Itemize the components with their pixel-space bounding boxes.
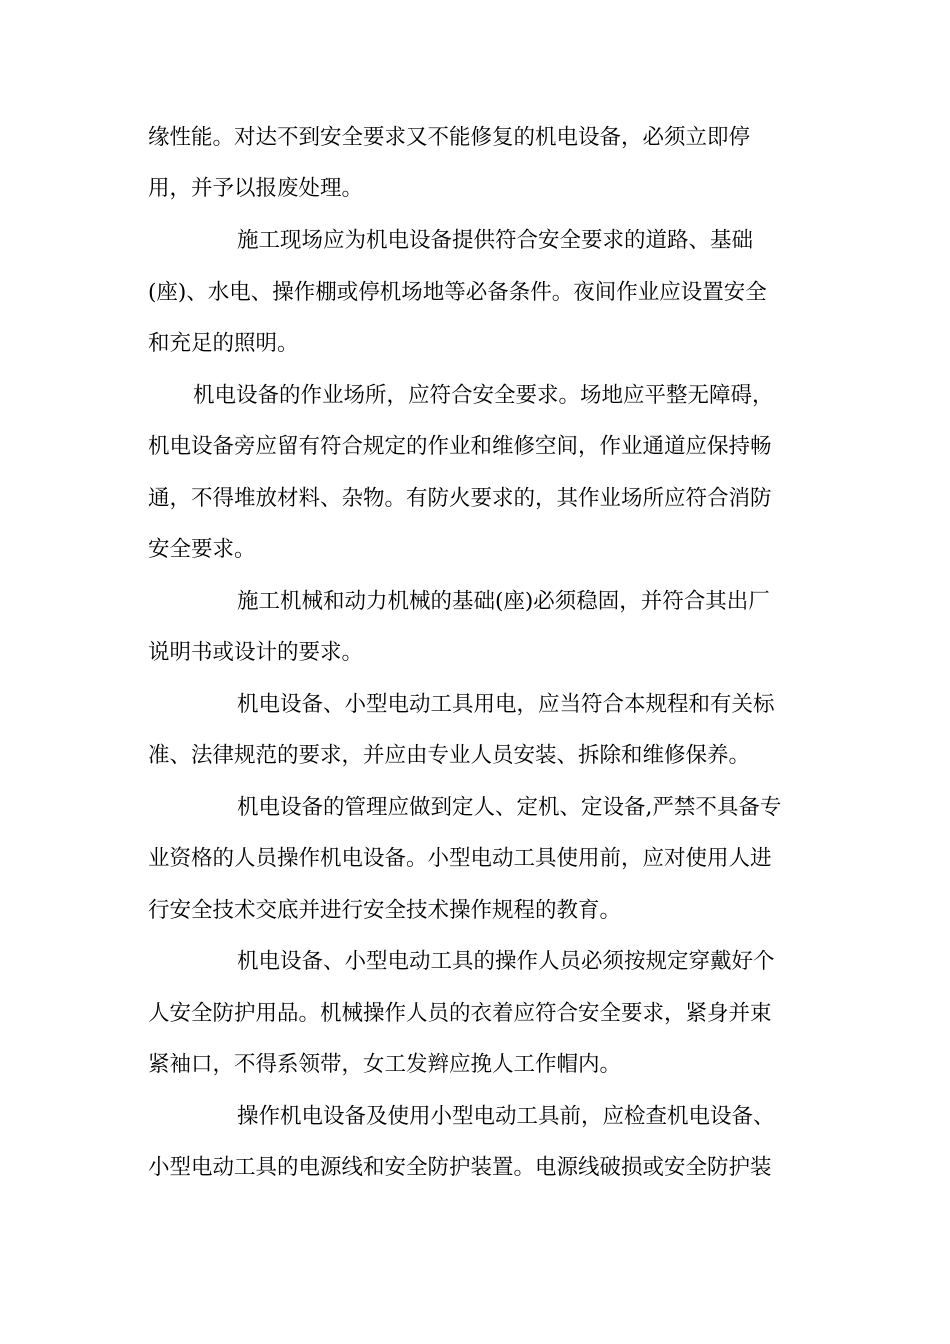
text-line: 通，不得堆放材料、杂物。有防火要求的，其作业场所应符合消防 <box>148 486 772 511</box>
paragraph-first-line: 机电设备的作业场所，应符合安全要求。场地应平整无障碍， <box>193 383 774 408</box>
text-line: 安全要求。 <box>148 537 256 562</box>
paragraph-first-line: 施工机械和动力机械的基础(座)必须稳固，并符合其出厂 <box>237 589 770 614</box>
text-line: 用，并予以报废处理。 <box>148 176 364 201</box>
text-line: 业资格的人员操作机电设备。小型电动工具使用前，应对使用人进 <box>148 846 772 871</box>
paragraph-first-line: 机电设备、小型电动工具的操作人员必须按规定穿戴好个 <box>237 949 775 974</box>
paragraph-first-line: 机电设备、小型电动工具用电，应当符合本规程和有关标 <box>237 692 775 717</box>
text-line: 机电设备旁应留有符合规定的作业和维修空间，作业通道应保持畅 <box>148 434 772 459</box>
paragraph-first-line: 操作机电设备及使用小型电动工具前，应检查机电设备、 <box>237 1104 775 1129</box>
paragraph-first-line: 机电设备的管理应做到定人、定机、定设备,严禁不具备专 <box>237 795 782 820</box>
text-line: 人安全防护用品。机械操作人员的衣着应符合安全要求，紧身并束 <box>148 1001 772 1026</box>
text-line: 小型电动工具的电源线和安全防护装置。电源线破损或安全防护装 <box>148 1155 772 1180</box>
text-line: 紧袖口，不得系领带，女工发辫应挽人工作帽内。 <box>148 1052 622 1077</box>
text-line: 说明书或设计的要求。 <box>148 640 364 665</box>
text-line: (座)、水电、操作棚或停机场地等必备条件。夜间作业应设置安全 <box>148 280 767 305</box>
paragraph-first-line: 施工现场应为机电设备提供符合安全要求的道路、基础 <box>237 228 754 253</box>
text-line: 和充足的照明。 <box>148 331 299 356</box>
text-line: 缘性能。对达不到安全要求又不能修复的机电设备，必须立即停 <box>148 125 751 150</box>
text-line: 准、法律规范的要求，并应由专业人员安装、拆除和维修保养。 <box>148 743 751 768</box>
text-line: 行安全技术交底并进行安全技术操作规程的教育。 <box>148 898 622 923</box>
